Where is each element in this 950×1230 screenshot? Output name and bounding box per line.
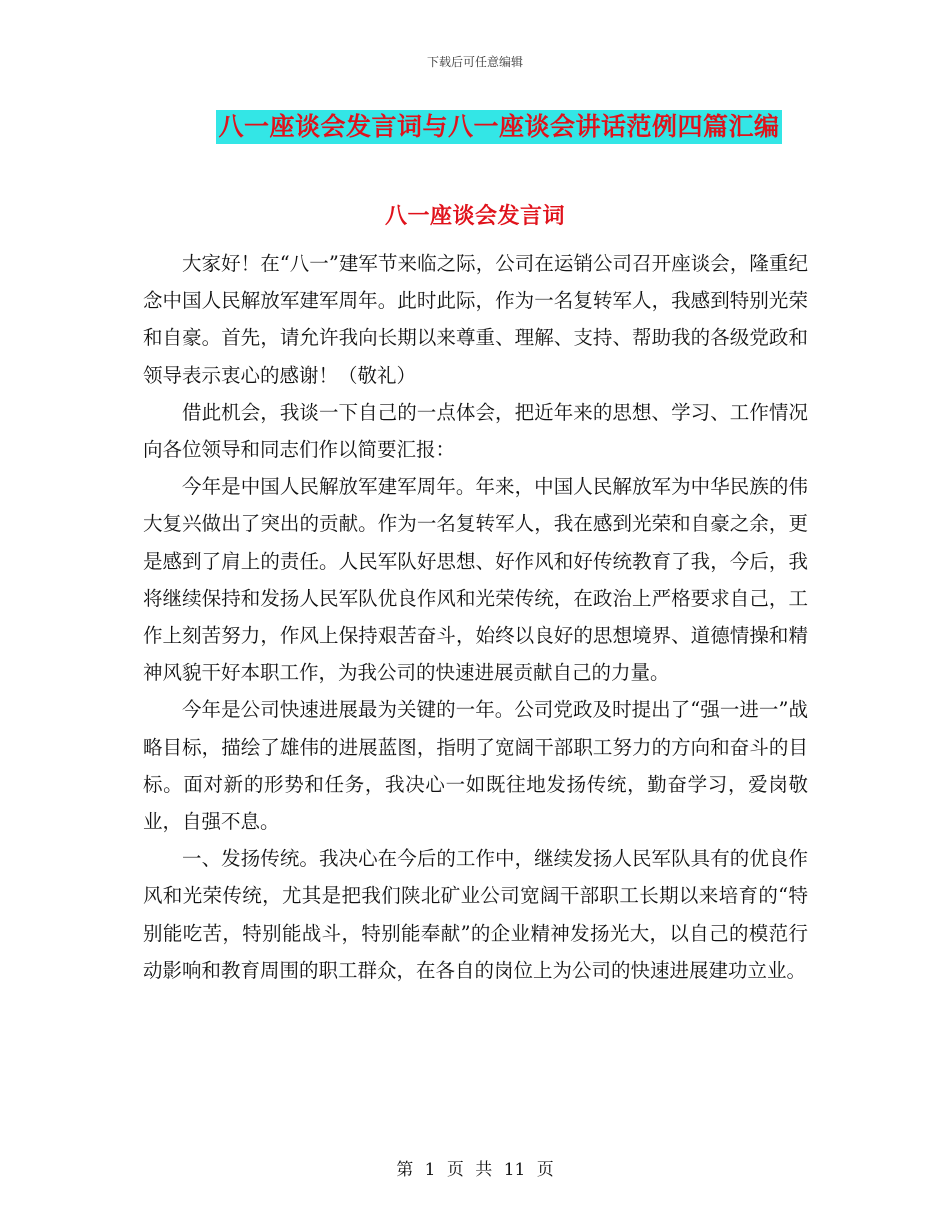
main-title: 八一座谈会发言词与八一座谈会讲话范例四篇汇编 bbox=[216, 110, 781, 144]
paragraph: 借此机会，我谈一下自己的一点体会，把近年来的思想、学习、工作情况向各位领导和同志们作以简要汇报： bbox=[143, 400, 808, 462]
section-title: 八一座谈会发言词 bbox=[384, 204, 565, 229]
page-number-footer: 第 1 页 共 11 页 bbox=[396, 1160, 554, 1180]
paragraph: 大家好！在“八一”建军节来临之际，公司在运销公司召开座谈会，隆重纪念中国人民解放军建军周年。此时此际，作为一名复转军人，我感到特别光荣和自豪。首先，请允许我向长期以来尊重、理解、支持、帮助我的各级党政和领导表示衷心的感谢！（敬礼） bbox=[143, 252, 808, 387]
header-note: 下载后可任意编辑 bbox=[426, 55, 523, 69]
paragraph: 一、发扬传统。我决心在今后的工作中，继续发扬人民军队具有的优良作风和光荣传统，尤其是把我们陕北矿业公司宽阔干部职工长期以来培育的“特别能吃苦，特别能战斗，特别能奉献”的企业精神发扬光大，以自己的模范行动影响和教育周围的职工群众，在各自的岗位上为公司的快速进展建功立业。 bbox=[143, 847, 808, 982]
paragraph: 今年是中国人民解放军建军周年。年来，中国人民解放军为中华民族的伟大复兴做出了突出的贡献。作为一名复转军人，我在感到光荣和自豪之余，更是感到了肩上的责任。人民军队好思想、好作风和好传统教育了我，今后，我将继续保持和发扬人民军队优良作风和光荣传统，在政治上严格要求自己，工作上刻苦努力，作风上保持艰苦奋斗，始终以良好的思想境界、道德情操和精神风貌干好本职工作，为我公司的快速进展贡献自己的力量。 bbox=[143, 475, 808, 685]
main-title-container bbox=[0, 110, 950, 144]
paragraph: 今年是公司快速进展最为关键的一年。公司党政及时提出了“强一进一”战略目标，描绘了雄伟的进展蓝图，指明了宽阔干部职工努力的方向和奋斗的目标。面对新的形势和任务，我决心一如既往地发扬传统，勤奋学习，爱岗敬业，自强不息。 bbox=[143, 698, 808, 834]
document-body bbox=[143, 245, 808, 989]
